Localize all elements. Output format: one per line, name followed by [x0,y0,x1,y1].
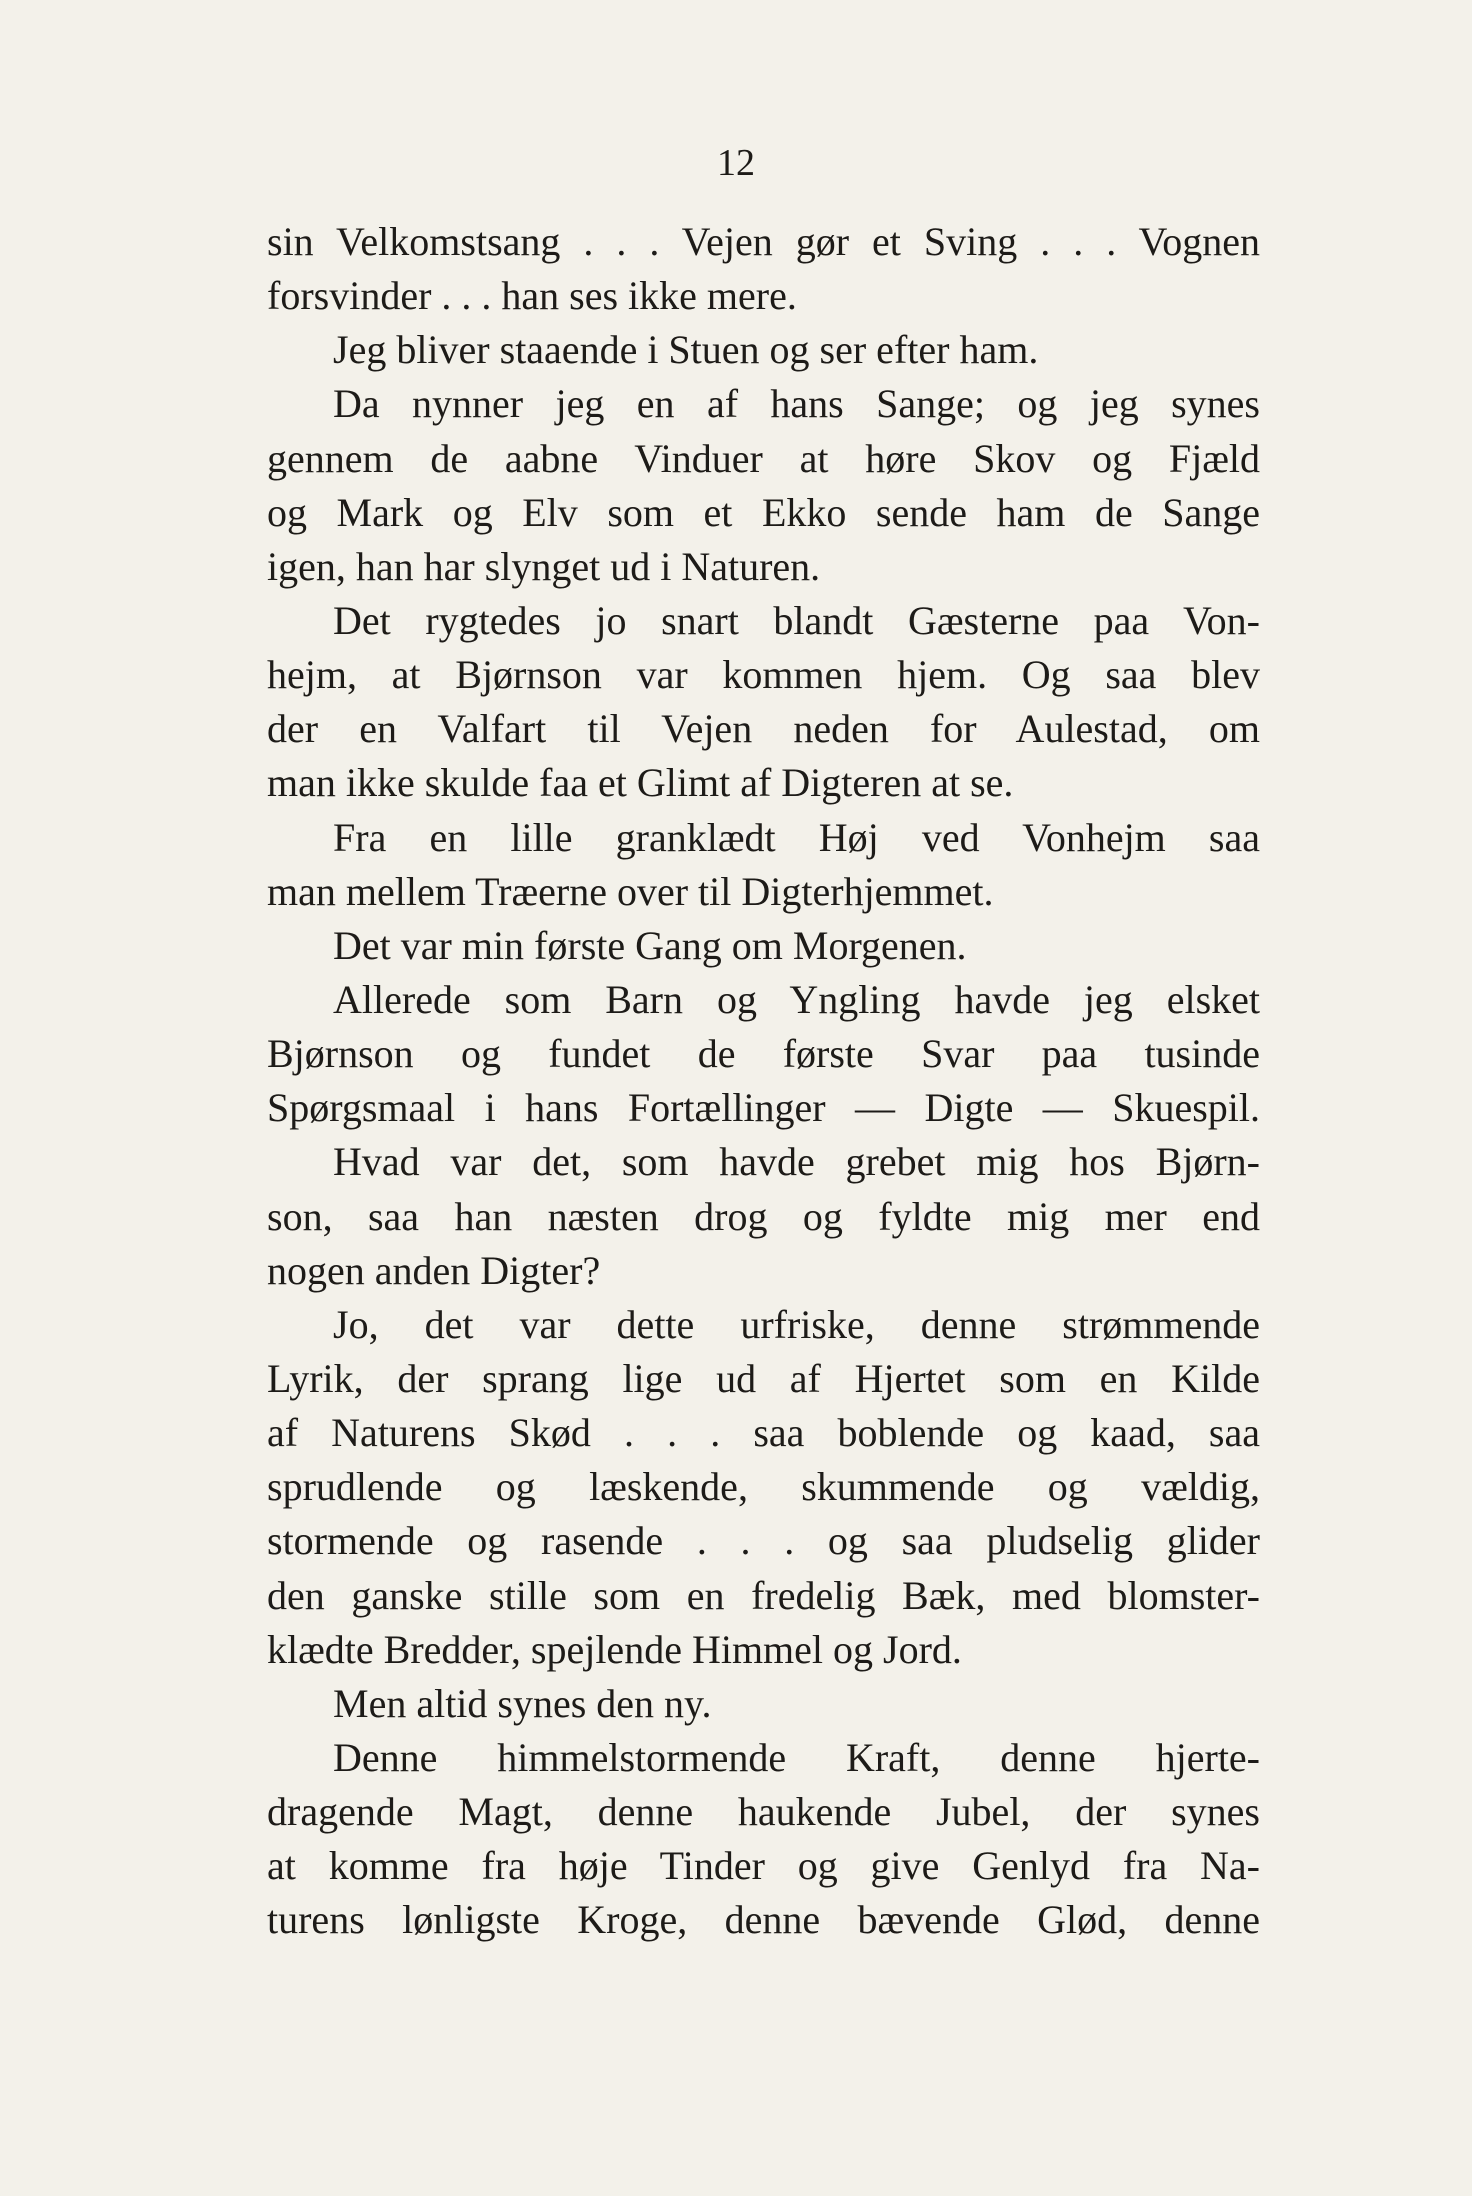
text-line: Allerede som Barn og Yngling havde jeg elsket [333,976,1260,1022]
text-line: nogen anden Digter? [267,1247,601,1293]
text-line: son, saa han næsten drog og fyldte mig mer end [267,1193,1260,1239]
text-line: Fra en lille granklædt Høj ved Vonhejm saa [333,814,1260,860]
text-line: der en Valfart til Vejen neden for Aulestad, om [267,706,1260,752]
text-line: Det rygtedes jo snart blandt Gæsterne paa Von- [333,597,1260,643]
page-number: 12 [717,142,755,184]
text-line: af Naturens Skød . . . saa boblende og kaad, saa [267,1410,1260,1456]
body-text [267,215,1260,1948]
text-line: Denne himmelstormende Kraft, denne hjerte- [333,1734,1260,1780]
text-line: at komme fra høje Tinder og give Genlyd fra Na- [267,1843,1260,1889]
text-line: igen, han har slynget ud i Naturen. [267,543,821,589]
text-line: Jo, det var dette urfriske, denne strømmende [333,1301,1260,1347]
text-line: man mellem Træerne over til Digterhjemmet. [267,868,994,914]
text-line: sin Velkomstsang . . . Vejen gør et Sving . . . Vognen [267,219,1260,264]
text-line: den ganske stille som en fredelig Bæk, med blomster- [267,1572,1260,1618]
text-line: sprudlende og læskende, skummende og vældig, [267,1464,1260,1510]
text-line: turens lønligste Kroge, denne bævende Glød, denne [267,1897,1260,1943]
text-line: hejm, at Bjørnson var kommen hjem. Og saa blev [267,652,1260,698]
text-line: klædte Bredder, spejlende Himmel og Jord. [267,1626,962,1672]
text-line: dragende Magt, denne haukende Jubel, der synes [267,1789,1260,1835]
text-line: Spørgsmaal i hans Fortællinger — Digte — Skuespil. [267,1085,1260,1131]
text-line: Bjørnson og fundet de første Svar paa tusinde [267,1031,1260,1077]
text-line: Jeg bliver staaende i Stuen og ser efter ham. [333,327,1039,373]
text-line: og Mark og Elv som et Ekko sende ham de Sange [267,489,1260,535]
text-line: stormende og rasende . . . og saa pludselig glider [267,1518,1260,1564]
text-line: forsvinder . . . han ses ikke mere. [267,273,797,319]
text-line: Det var min første Gang om Morgenen. [333,922,967,968]
text-line: gennem de aabne Vinduer at høre Skov og Fjæld [267,435,1260,481]
text-line: Lyrik, der sprang lige ud af Hjertet som en Kilde [267,1355,1260,1401]
text-line: Da nynner jeg en af hans Sange; og jeg synes [333,381,1260,427]
text-line: Men altid synes den ny. [333,1680,712,1726]
text-line: Hvad var det, som havde grebet mig hos Bjørn- [333,1139,1260,1185]
text-line: man ikke skulde faa et Glimt af Digteren at se. [267,760,1014,806]
